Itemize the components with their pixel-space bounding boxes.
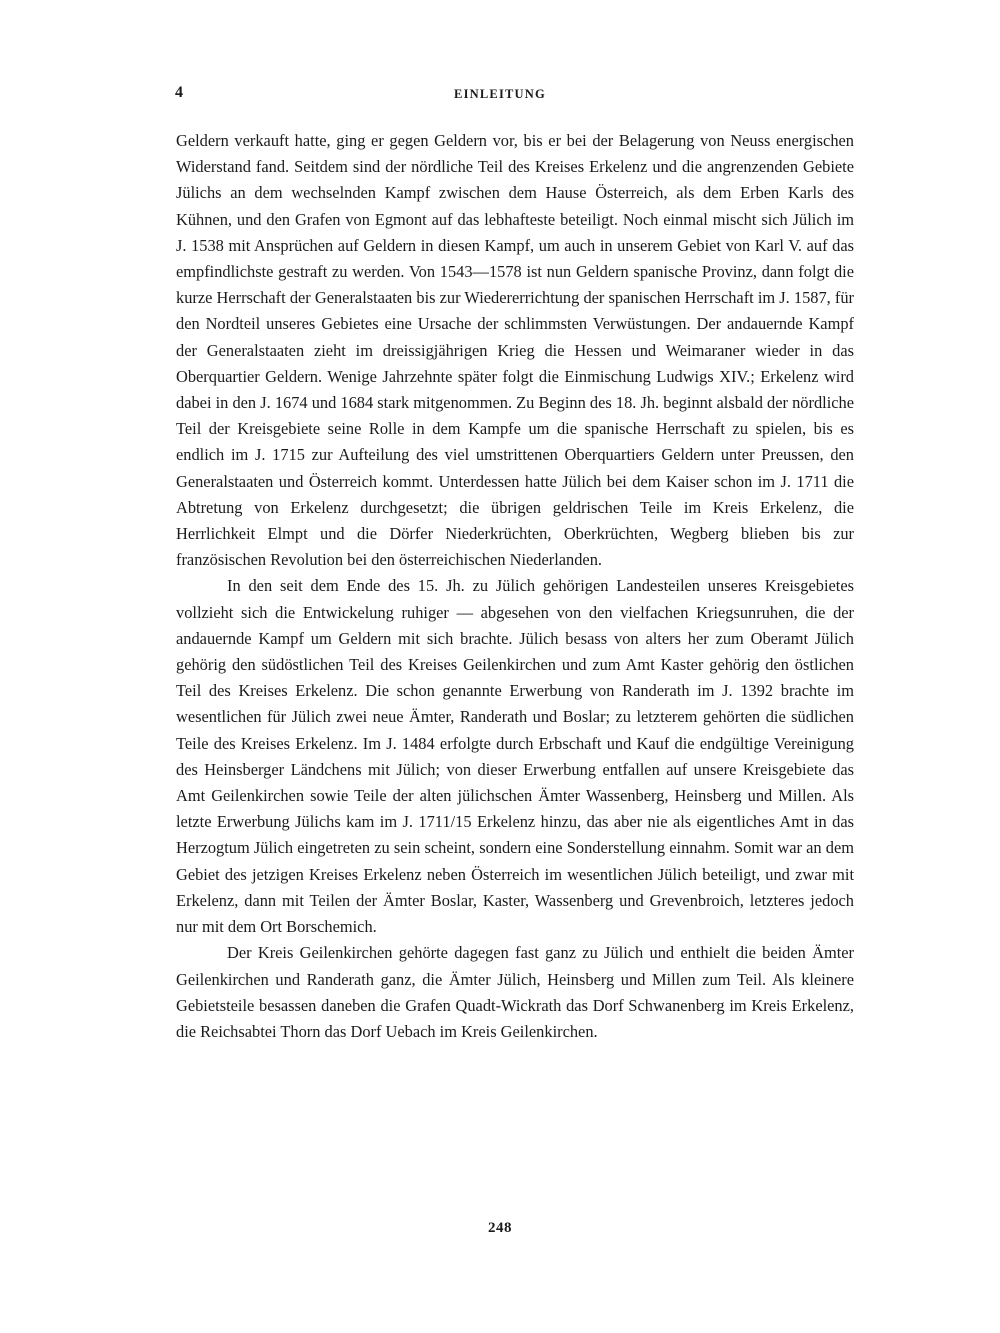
running-head: EINLEITUNG (454, 87, 546, 101)
sheet-number: 248 (488, 1220, 512, 1236)
paragraph-juelich-territories: In den seit dem Ende des 15. Jh. zu Jülich gehörigen Landesteilen unseres Kreisgebietes vollzieht sich die Entwickelung ruhiger — abgesehen von den vielfachen Kriegsunruhen, die der andauernde Kampf um Geldern mit sich brachte. Jülich besass von alters her zum Oberamt Jülich gehörig den südöstlichen Teil des Kreises Geilenkirchen und zum Amt Kaster gehörig den östlichen Teil des Kreises Erkelenz. Die schon genannte Erwerbung von Randerath im J. 1392 brachte im wesentlichen für Jülich zwei neue Ämter, Randerath und Boslar; zu letzterem gehörten die südlichen Teile des Kreises Erkelenz. Im J. 1484 erfolgte durch Erbschaft und Kauf die endgültige Vereinigung des Heinsberger Ländchens mit Jülich; von dieser Erwerbung entfallen auf unsere Kreisgebiete das Amt Geilenkirchen sowie Teile der alten jülichschen Ämter Wassenberg, Heinsberg und Millen. Als letzte Erwerbung Jülichs kam im J. 1711/15 Erkelenz hinzu, das aber nie als eigentliches Amt in das Herzogtum Jülich eingetreten zu sein scheint, sondern eine Sonderstellung einnahm. Somit war an dem Gebiet des jetzigen Kreises Erkelenz neben Österreich im wesentlichen Jülich beteiligt, und zwar mit Erkelenz, dann mit Teilen der Ämter Boslar, Kaster, Wassenberg und Grevenbroich, letzteres jedoch nur mit dem Ort Borschemich. (176, 576, 854, 937)
paragraph-kreis-geilenkirchen: Der Kreis Geilenkirchen gehörte dagegen fast ganz zu Jülich und enthielt die beiden Ämter Geilenkirchen und Randerath ganz, die Ämter Jülich, Heinsberg und Millen zum Teil. Als kleinere Gebietsteile besassen daneben die Grafen Quadt-Wickrath das Dorf Schwanenberg im Kreis Erkelenz, die Reichsabtei Thorn das Dorf Uebach im Kreis Geilenkirchen. (176, 943, 854, 1041)
body-text (176, 128, 854, 1045)
paragraph-continuation: Geldern verkauft hatte, ging er gegen Geldern vor, bis er bei der Belagerung von Neuss energischen Widerstand fand. Seitdem sind der nördliche Teil des Kreises Erkelenz und die angrenzenden Gebiete Jülichs an dem wechselnden Kampf zwischen dem Hause Österreich, als dem Erben Karls des Kühnen, und den Grafen von Egmont auf das lebhafteste beteiligt. Noch einmal mischt sich Jülich im J. 1538 mit Ansprüchen auf Geldern in diesen Kampf, um auch in unserem Gebiet von Karl V. auf das empfindlichste gestraft zu werden. Von 1543—1578 ist nun Geldern spanische Provinz, dann folgt die kurze Herrschaft der Generalstaaten bis zur Wiedererrichtung der spanischen Herrschaft im J. 1587, für den Nordteil unseres Gebietes eine Ursache der schlimmsten Verwüstungen. Der andauernde Kampf der Generalstaaten zieht im dreissigjährigen Krieg die Hessen und Weimaraner wieder in das Oberquartier Geldern. Wenige Jahrzehnte später folgt die Einmischung Ludwigs XIV.; Erkelenz wird dabei in den J. 1674 und 1684 stark mitgenommen. Zu Beginn des 18. Jh. beginnt alsbald der nördliche Teil der Kreisgebiete seine Rolle in dem Kampfe um die spanische Herrschaft zu spielen, bis es endlich im J. 1715 zur Aufteilung des viel umstrittenen Oberquartiers Geldern unter Preussen, den Generalstaaten und Österreich kommt. Unterdessen hatte Jülich bei dem Kaiser schon im J. 1711 die Abtretung von Erkelenz durchgesetzt; die übrigen geldrischen Teile im Kreis Erkelenz, die Herrlichkeit Elmpt und die Dörfer Niederkrüchten, Oberkrüchten, Wegberg blieben bis zur französischen Revolution bei den österreichischen Niederlanden. (176, 131, 854, 570)
page-number: 4 (175, 84, 183, 101)
